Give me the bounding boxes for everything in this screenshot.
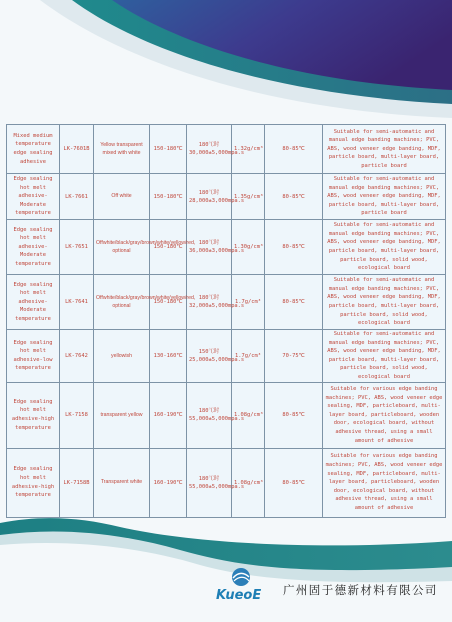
temperature-cell: 150-180℃ (150, 275, 187, 330)
product-name-cell: Edge sealing hot melt adhesive-Moderate temperature (7, 275, 60, 330)
product-spec-table (6, 124, 446, 518)
model-cell: LK-7158B (60, 448, 94, 517)
color-cell: Off white (94, 174, 150, 220)
viscosity-cell: 180℃时55,000±5,000mpa.s (187, 382, 232, 448)
operation-temp-cell: 70-75℃ (265, 330, 323, 383)
product-name-cell: Edge sealing hot melt adhesive-high temperature (7, 448, 60, 517)
product-name-cell: Edge sealing hot melt adhesive-high temperature (7, 382, 60, 448)
application-cell: Suitable for semi-automatic and manual edge banding machines; PVC, ABS, wood veneer edge banding, MDF, particle board, multi-layer board, particle board (323, 174, 446, 220)
density-cell: 1.7g/cm³ (232, 275, 265, 330)
viscosity-cell: 180℃时30,000±5,000mpa.s (187, 125, 232, 174)
density-cell: 1.08g/cm³ (232, 382, 265, 448)
table-row (7, 275, 446, 330)
application-cell: Suitable for various edge banding machines; PVC, ABS, wood veneer edge sealing, MDF, particleboard, multi-layer board, particleboard, wooden door, ecological board, without adhesive thread, using a small amount of adhesive (323, 382, 446, 448)
temperature-cell: 160-190℃ (150, 448, 187, 517)
model-cell: LK-7661 (60, 174, 94, 220)
table-row (7, 382, 446, 448)
product-name-cell: Edge sealing hot melt adhesive-Moderate temperature (7, 174, 60, 220)
density-cell: 1.30g/cm³ (232, 220, 265, 275)
company-logo (214, 566, 272, 608)
product-name-cell: Edge sealing hot melt adhesive-low temperature (7, 330, 60, 383)
temperature-cell: 150-180℃ (150, 174, 187, 220)
application-cell: Suitable for semi-automatic and manual edge banding machines; PVC, ABS, wood veneer edge banding, MDF, particle board, multi-layer board, particle board, solid wood, ecological board (323, 330, 446, 383)
application-cell: Suitable for semi-automatic and manual edge banding machines; PVC, ABS, wood veneer edge banding, MDF, particle board, multi-layer board, particle board (323, 125, 446, 174)
operation-temp-cell: 80-85℃ (265, 125, 323, 174)
company-name: 广州固于德新材料有限公司 (283, 583, 438, 597)
density-cell: 1.35g/cm³ (232, 174, 265, 220)
model-cell: LK-7642 (60, 330, 94, 383)
application-cell: Suitable for semi-automatic and manual edge banding machines; PVC, ABS, wood veneer edge banding, MDF, particle board, multi-layer board, particle board, solid wood, ecological board (323, 275, 446, 330)
viscosity-cell: 180℃时36,000±3,000mpa.s (187, 220, 232, 275)
application-cell: Suitable for semi-automatic and manual edge banding machines; PVC, ABS, wood veneer edge banding, MDF, particle board, multi-layer board, particle board, solid wood, ecological board (323, 220, 446, 275)
table-row (7, 174, 446, 220)
application-cell: Suitable for various edge banding machines; PVC, ABS, wood veneer edge sealing, MDF, particleboard, multi-layer board, particleboard, wooden door, ecological board, without adhesive thread, using a small amount of adhesive (323, 448, 446, 517)
table-row (7, 220, 446, 275)
operation-temp-cell: 80-85℃ (265, 275, 323, 330)
viscosity-cell: 150℃时25,000±5,000mpa.s (187, 330, 232, 383)
table-row (7, 330, 446, 383)
product-name-cell: Mixed medium temperature edge sealing adhesive (7, 125, 60, 174)
table-row (7, 125, 446, 174)
temperature-cell: 130-160℃ (150, 330, 187, 383)
operation-temp-cell: 80-85℃ (265, 174, 323, 220)
temperature-cell: 150-180℃ (150, 125, 187, 174)
color-cell: Transparent white (94, 448, 150, 517)
color-cell: Yellow transparent mixed with white (94, 125, 150, 174)
density-cell: 1.32g/cm³ (232, 125, 265, 174)
color-cell: transparent yellow (94, 382, 150, 448)
color-cell: yellowish (94, 330, 150, 383)
temperature-cell: 150-180℃ (150, 220, 187, 275)
temperature-cell: 160-190℃ (150, 382, 187, 448)
model-cell: LK-7651 (60, 220, 94, 275)
density-cell: 1.08g/cm³ (232, 448, 265, 517)
operation-temp-cell: 80-85℃ (265, 220, 323, 275)
header-decoration (0, 0, 452, 125)
density-cell: 1.7g/cm³ (232, 330, 265, 383)
operation-temp-cell: 80-85℃ (265, 382, 323, 448)
viscosity-cell: 180℃时55,000±5,000mpa.s (187, 448, 232, 517)
logo-wordmark: KueoE (216, 588, 262, 603)
model-cell: LK-7601B (60, 125, 94, 174)
color-cell: Offwhite/black/gray/brown/white/yellow/red, optional (94, 275, 150, 330)
model-cell: LK-7158 (60, 382, 94, 448)
operation-temp-cell: 80-85℃ (265, 448, 323, 517)
viscosity-cell: 180℃时32,000±5,000mpa.s (187, 275, 232, 330)
model-cell: LK-7641 (60, 275, 94, 330)
color-cell: Offwhite/black/gray/brown/white/yellow/red, optional (94, 220, 150, 275)
product-name-cell: Edge sealing hot melt adhesive-Moderate temperature (7, 220, 60, 275)
viscosity-cell: 180℃时28,000±3,000mpa.s (187, 174, 232, 220)
